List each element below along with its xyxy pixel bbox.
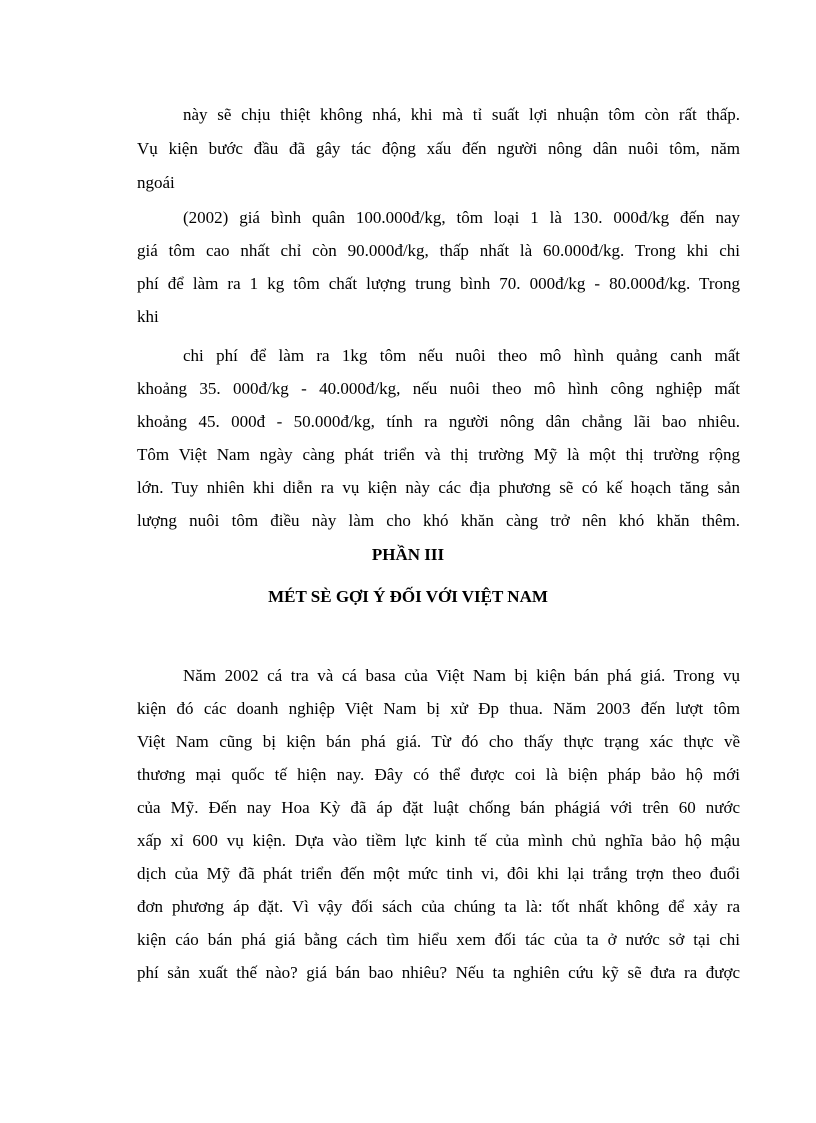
paragraph-4-line-4: thương mại quốc tế hiện nay. Đây có thể được coi là biện pháp bảo hộ mới — [137, 765, 740, 784]
paragraph-3-line-5: lớn. Tuy nhiên khi diễn ra vụ kiện này các địa phương sẽ có kế hoạch tăng sản — [137, 478, 740, 497]
paragraph-3-line-4: Tôm Việt Nam ngày càng phát triển và thị trường Mỹ là một thị trường rộng — [137, 445, 740, 464]
paragraph-2-line-2: giá tôm cao nhất chỉ còn 90.000đ/kg, thấp nhất là 60.000đ/kg. Trong khi chi — [137, 241, 740, 260]
paragraph-2-line-4: khi — [137, 307, 159, 326]
paragraph-4-line-6: xấp xỉ 600 vụ kiện. Dựa vào tiềm lực kinh tế của mình chủ nghĩa bảo hộ mậu — [137, 831, 740, 850]
paragraph-4-line-1: Năm 2002 cá tra và cá basa của Việt Nam bị kiện bán phá giá. Trong vụ — [183, 666, 740, 685]
paragraph-4-line-10: phí sản xuất thế nào? giá bán bao nhiêu? Nếu ta nghiên cứu kỹ sẽ đưa ra được — [137, 963, 740, 982]
paragraph-3-line-6: lượng nuôi tôm điều này làm cho khó khăn càng trở nên khó khăn thêm. — [137, 511, 740, 530]
paragraph-2-line-3: phí để làm ra 1 kg tôm chất lượng trung bình 70. 000đ/kg - 80.000đ/kg. Trong — [137, 274, 740, 293]
section-part-heading: PHẦN III — [371, 545, 445, 564]
paragraph-3-line-2: khoảng 35. 000đ/kg - 40.000đ/kg, nếu nuôi theo mô hình công nghiệp mất — [137, 379, 740, 398]
paragraph-1-line-3: ngoái — [137, 173, 175, 192]
paragraph-4-line-2: kiện đó các doanh nghiệp Việt Nam bị xử Ðp thua. Năm 2003 đến lượt tôm — [137, 699, 740, 718]
paragraph-4-line-9: kiện cáo bán phá giá bằng cách tìm hiểu xem đối tác của ta ở nước sở tại chi — [137, 930, 740, 949]
paragraph-2-line-1: (2002) giá bình quân 100.000đ/kg, tôm loại 1 là 130. 000đ/kg đến nay — [183, 208, 740, 227]
paragraph-4-line-5: của Mỹ. Đến nay Hoa Kỳ đã áp đặt luật chống bán phágiá với trên 60 nước — [137, 798, 740, 817]
paragraph-1-line-1: này sẽ chịu thiệt không nhá, khi mà tỉ suất lợi nhuận tôm còn rất thấp. — [183, 105, 740, 124]
paragraph-4-line-8: đơn phương áp đặt. Vì vậy đối sách của chúng ta là: tốt nhất không để xảy ra — [137, 897, 740, 916]
paragraph-4-line-3: Việt Nam cũng bị kiện bán phá giá. Từ đó cho thấy thực trạng xác thực về — [137, 732, 740, 751]
section-title-heading: MÉT SÈ GỢI Ý ĐỐI VỚI VIỆT NAM — [268, 587, 548, 606]
paragraph-3-line-3: khoảng 45. 000đ - 50.000đ/kg, tính ra người nông dân chẳng lãi bao nhiêu. — [137, 412, 740, 431]
paragraph-4-line-7: dịch của Mỹ đã phát triển đến một mức tinh vi, đôi khi lại trắng trợn theo đuổi — [137, 864, 740, 883]
paragraph-3-line-1: chi phí để làm ra 1kg tôm nếu nuôi theo mô hình quảng canh mất — [183, 346, 740, 365]
paragraph-1-line-2: Vụ kiện bước đầu đã gây tác động xấu đến người nông dân nuôi tôm, năm — [137, 139, 740, 158]
